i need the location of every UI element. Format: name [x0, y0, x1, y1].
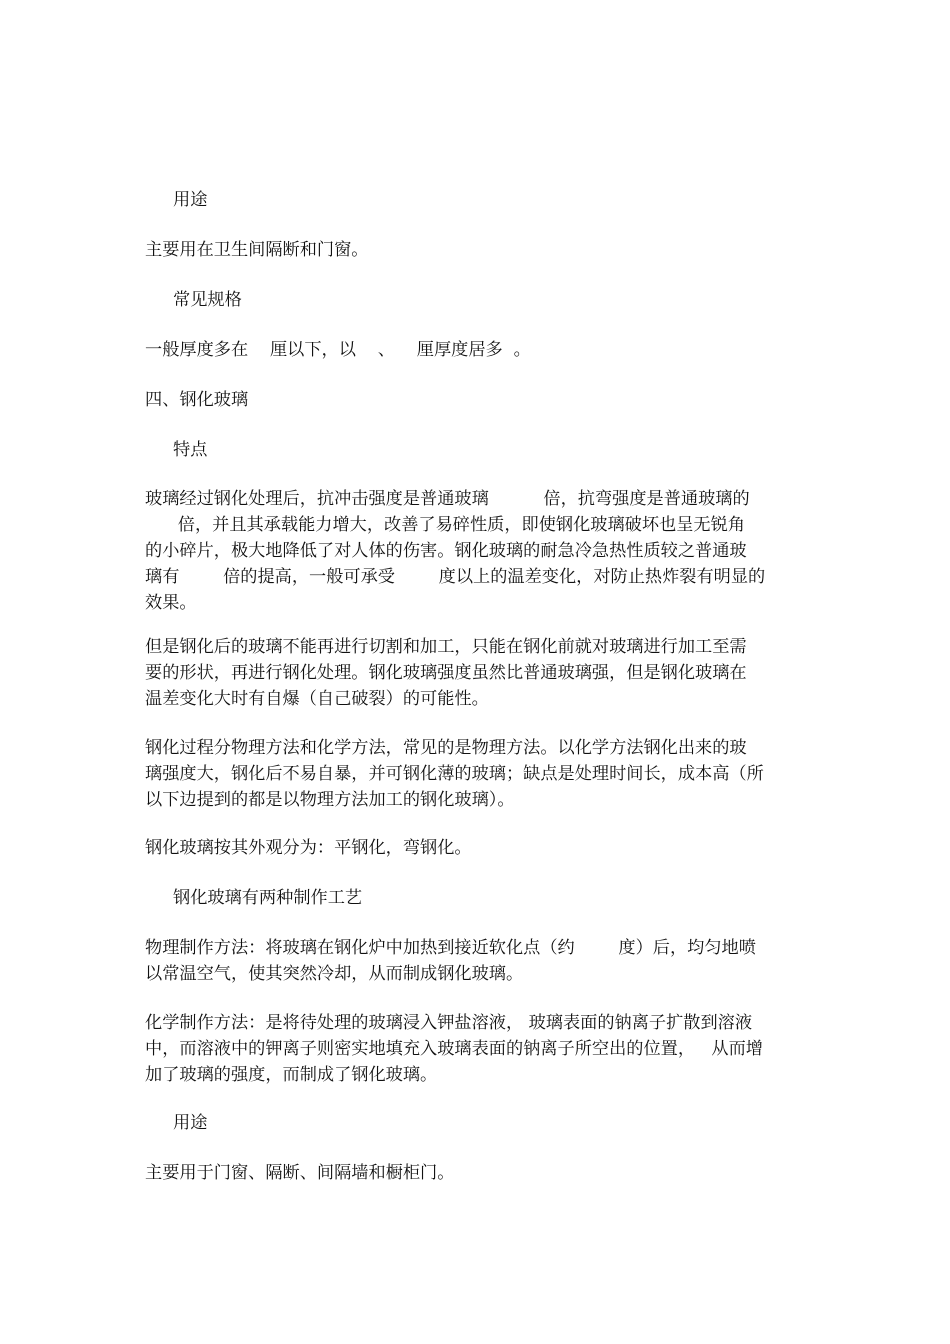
paragraph-line: 中，而溶液中的钾离子则密实地填充入玻璃表面的钠离子所空出的位置， 从而增 — [145, 1039, 763, 1059]
paragraph-line: 以下边提到的都是以物理方法加工的钢化玻璃）。 — [145, 790, 515, 810]
chemical-method-paragraph — [145, 1010, 807, 1088]
paragraph-line: 倍，并且其承载能力增大，改善了易碎性质，即使钢化玻璃破坏也呈无锐角 — [145, 515, 745, 535]
paragraph-line: 以常温空气，使其突然冷却，从而制成钢化玻璃。 — [145, 964, 524, 984]
usage-text-2: 主要用于门窗、隔断、间隔墙和橱柜门。 — [145, 1163, 455, 1183]
paragraph-line: 璃强度大，钢化后不易自暴，并可钢化薄的玻璃；缺点是处理时间长，成本高（所 — [145, 764, 764, 784]
paragraph-line: 温差变化大时有自爆（自己破裂）的可能性。 — [145, 689, 489, 709]
paragraph-line: 钢化过程分物理方法和化学方法，常见的是物理方法。以化学方法钢化出来的玻 — [145, 738, 747, 758]
usage-text: 主要用在卫生间隔断和门窗。 — [145, 240, 369, 260]
process-paragraph — [145, 735, 807, 813]
usage-heading: 用途 — [173, 190, 208, 210]
paragraph-line: 但是钢化后的玻璃不能再进行切割和加工，只能在钢化前就对玻璃进行加工至需 — [145, 637, 747, 657]
paragraph-line: 玻璃经过钢化处理后，抗冲击强度是普通玻璃 倍，抗弯强度是普通玻璃的 — [145, 489, 750, 509]
physical-method-paragraph — [145, 935, 807, 987]
cutting-paragraph — [145, 634, 807, 712]
section-title-tempered-glass: 四、钢化玻璃 — [145, 390, 249, 410]
spec-heading: 常见规格 — [173, 290, 242, 310]
paragraph-line: 物理制作方法：将玻璃在钢化炉中加热到接近软化点（约 度）后，均匀地喷 — [145, 938, 756, 958]
features-heading: 特点 — [173, 440, 208, 460]
paragraph-line: 化学制作方法：是将待处理的玻璃浸入钾盐溶液， 玻璃表面的钠离子扩散到溶液 — [145, 1013, 753, 1033]
appearance-text: 钢化玻璃按其外观分为：平钢化，弯钢化。 — [145, 838, 472, 858]
craft-heading: 钢化玻璃有两种制作工艺 — [173, 888, 363, 908]
paragraph-line: 璃有 倍的提高，一般可承受 度以上的温差变化，对防止热炸裂有明显的 — [145, 567, 766, 587]
features-paragraph — [145, 486, 807, 616]
usage-heading-2: 用途 — [173, 1113, 208, 1133]
paragraph-line: 的小碎片，极大地降低了对人体的伤害。钢化玻璃的耐急冷急热性质较之普通玻 — [145, 541, 747, 561]
paragraph-line: 加了玻璃的强度，而制成了钢化玻璃。 — [145, 1065, 438, 1085]
spec-text: 一般厚度多在 厘以下，以 、 厘厚度居多 。 — [145, 340, 531, 360]
paragraph-line: 要的形状，再进行钢化处理。钢化玻璃强度虽然比普通玻璃强，但是钢化玻璃在 — [145, 663, 747, 683]
paragraph-line: 效果。 — [145, 593, 197, 613]
